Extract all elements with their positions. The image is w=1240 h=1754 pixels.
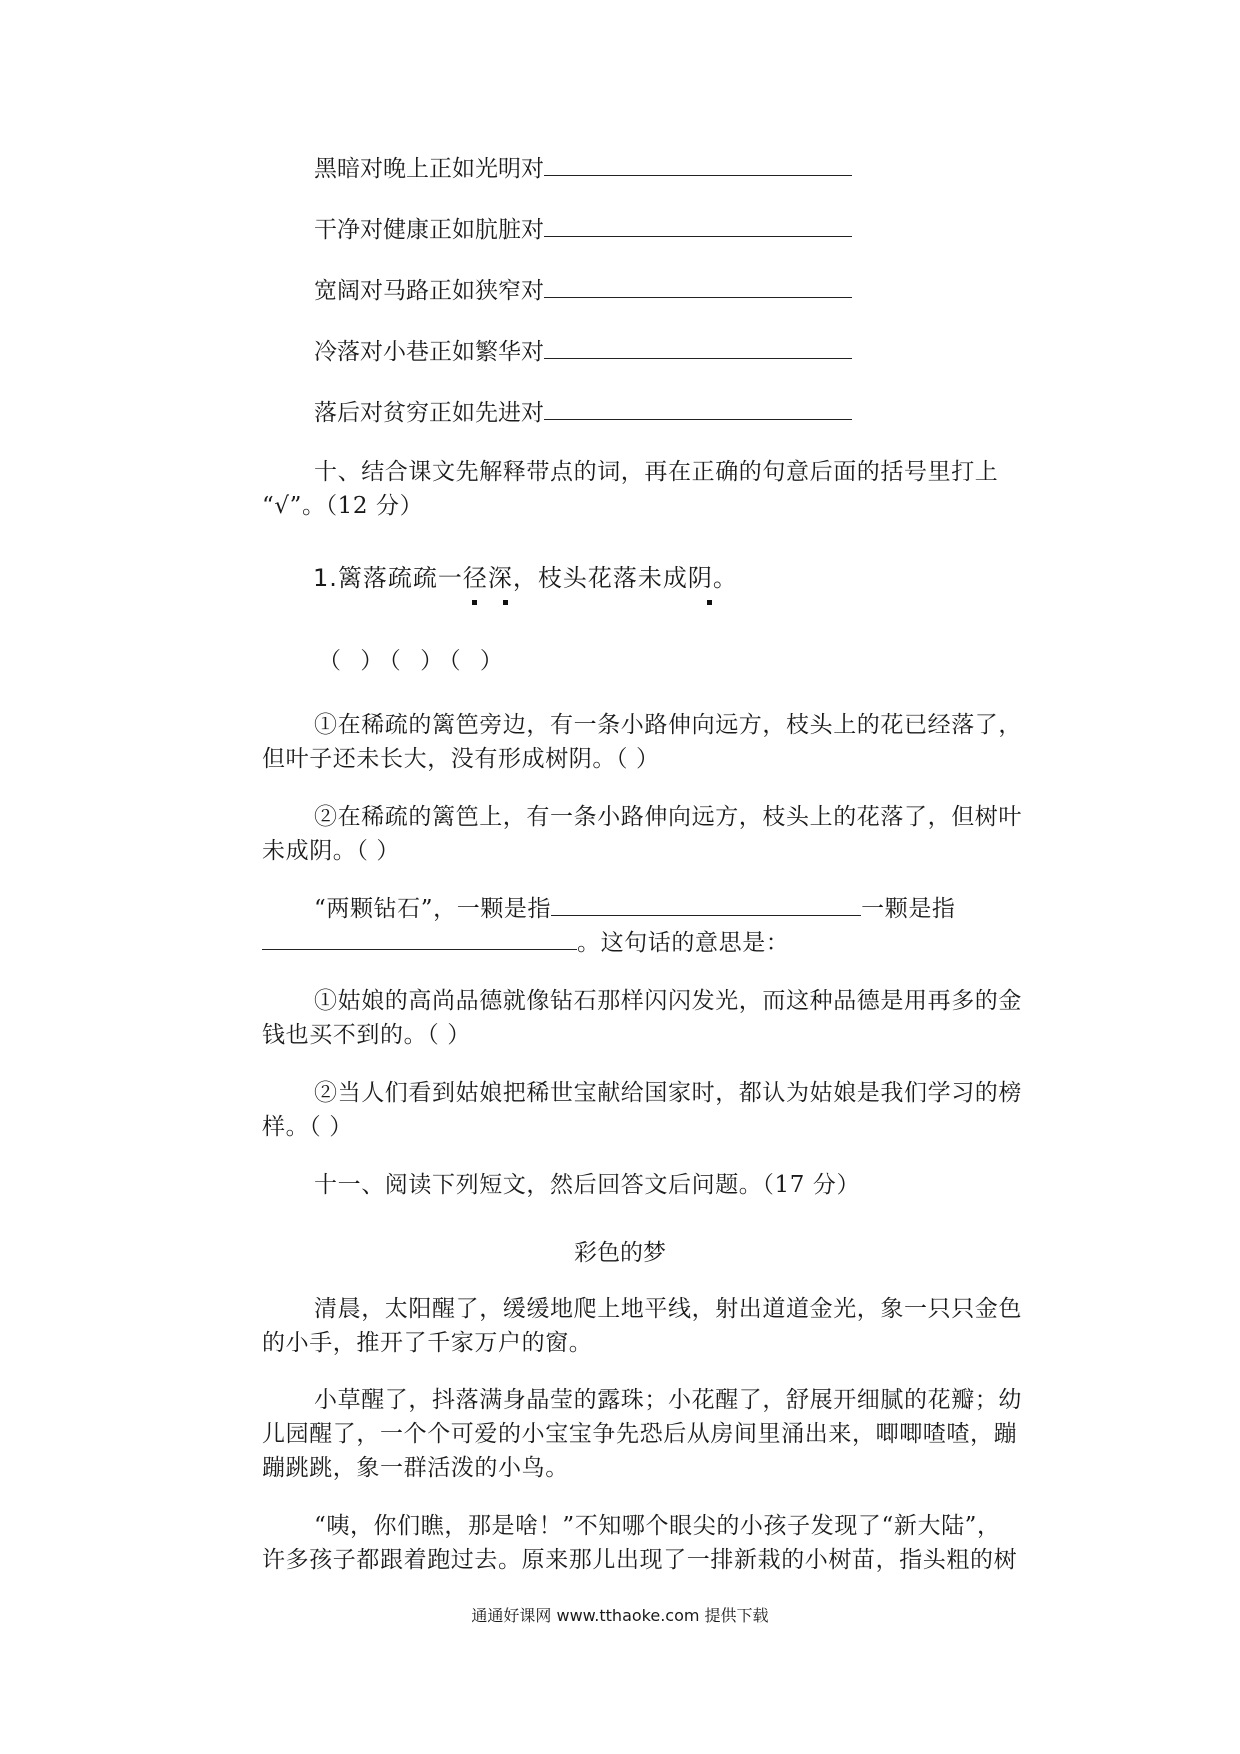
q10-heading-line-1: 十、结合课文先解释带点的词，再在正确的句意后面的括号里打上 — [314, 459, 999, 485]
paragraph-line: 的小手，推开了千家万户的窗。 — [262, 1330, 593, 1356]
diamond-text-b: 一颗是指 — [861, 896, 956, 922]
passage-title: 彩色的梦 — [574, 1240, 666, 1266]
analogy-line-3 — [314, 275, 852, 306]
diamond-question — [262, 892, 1052, 960]
answer-blank[interactable] — [262, 927, 577, 950]
option-4-line-2: 样。（ ） — [262, 1114, 353, 1140]
q10-heading — [262, 455, 1052, 523]
paragraph-line: 许多孩子都跟着跑过去。原来那儿出现了一排新栽的小树苗，指头粗的树 — [262, 1547, 1018, 1573]
q10-heading-line-2: “√”。（12 分） — [262, 493, 424, 519]
option-1-line-2: 但叶子还未长大，没有形成树阴。（ ） — [262, 746, 660, 772]
analogy-text: 宽阔对马路正如狭窄对 — [314, 278, 544, 304]
poem-line: 1.篱落疏疏一径深，枝头花落未成阴。 — [313, 564, 738, 592]
answer-brackets[interactable]: （ ）（ ）（ ） — [318, 648, 509, 674]
paragraph-line: 蹦跳跳，象一群活泼的小鸟。 — [262, 1455, 569, 1481]
analogy-text: 干净对健康正如肮脏对 — [314, 217, 544, 243]
analogy-line-4 — [314, 336, 852, 367]
answer-blank[interactable] — [551, 893, 861, 916]
option-3 — [262, 984, 1052, 1052]
option-3-line-1: ①姑娘的高尚品德就像钻石那样闪闪发光，而这种品德是用再多的金 — [314, 988, 1022, 1014]
paragraph-line: 清晨，太阳醒了，缓缓地爬上地平线，射出道道金光，象一只只金色 — [314, 1296, 1022, 1322]
emphasis-dot — [503, 600, 508, 605]
answer-blank[interactable] — [544, 275, 852, 298]
answer-blank[interactable] — [544, 336, 852, 359]
option-1-line-1: ①在稀疏的篱笆旁边，有一条小路伸向远方，枝头上的花已经落了， — [314, 712, 1022, 738]
analogy-text: 黑暗对晚上正如光明对 — [314, 156, 544, 182]
paragraph-line: 小草醒了，抖落满身晶莹的露珠；小花醒了，舒展开细腻的花瓣；幼 — [314, 1387, 1022, 1413]
analogy-line-5 — [314, 397, 852, 428]
analogy-line-1 — [314, 153, 852, 184]
option-4-line-1: ②当人们看到姑娘把稀世宝献给国家时，都认为姑娘是我们学习的榜 — [314, 1080, 1022, 1106]
answer-blank[interactable] — [544, 214, 852, 237]
diamond-text-a: “两颗钻石”，一颗是指 — [314, 896, 552, 922]
option-2 — [262, 800, 1052, 868]
answer-blank[interactable] — [544, 397, 852, 420]
analogy-text: 冷落对小巷正如繁华对 — [314, 339, 544, 365]
option-4 — [262, 1076, 1052, 1144]
passage-paragraph-2 — [262, 1383, 1052, 1485]
option-1 — [262, 708, 1052, 776]
page-footer: 通通好课网 www.tthaoke.com 提供下载 — [471, 1606, 769, 1625]
answer-blank[interactable] — [544, 153, 852, 176]
passage-paragraph-3 — [262, 1509, 1052, 1577]
emphasis-dot — [472, 600, 477, 605]
diamond-text-c: 。这句话的意思是： — [577, 930, 790, 956]
paragraph-line: “咦，你们瞧，那是啥！”不知哪个眼尖的小孩子发现了“新大陆”， — [314, 1513, 1001, 1539]
emphasis-dot — [707, 600, 712, 605]
option-2-line-2: 未成阴。（ ） — [262, 838, 401, 864]
paragraph-line: 儿园醒了，一个个可爱的小宝宝争先恐后从房间里涌出来，唧唧喳喳，蹦 — [262, 1421, 1018, 1447]
q11-heading: 十一、阅读下列短文，然后回答文后问题。（17 分） — [314, 1172, 861, 1198]
option-2-line-1: ②在稀疏的篱笆上，有一条小路伸向远方，枝头上的花落了，但树叶 — [314, 804, 1022, 830]
option-3-line-2: 钱也买不到的。（ ） — [262, 1022, 471, 1048]
passage-paragraph-1 — [262, 1292, 1052, 1360]
analogy-line-2 — [314, 214, 852, 245]
analogy-text: 落后对贫穷正如先进对 — [314, 400, 544, 426]
